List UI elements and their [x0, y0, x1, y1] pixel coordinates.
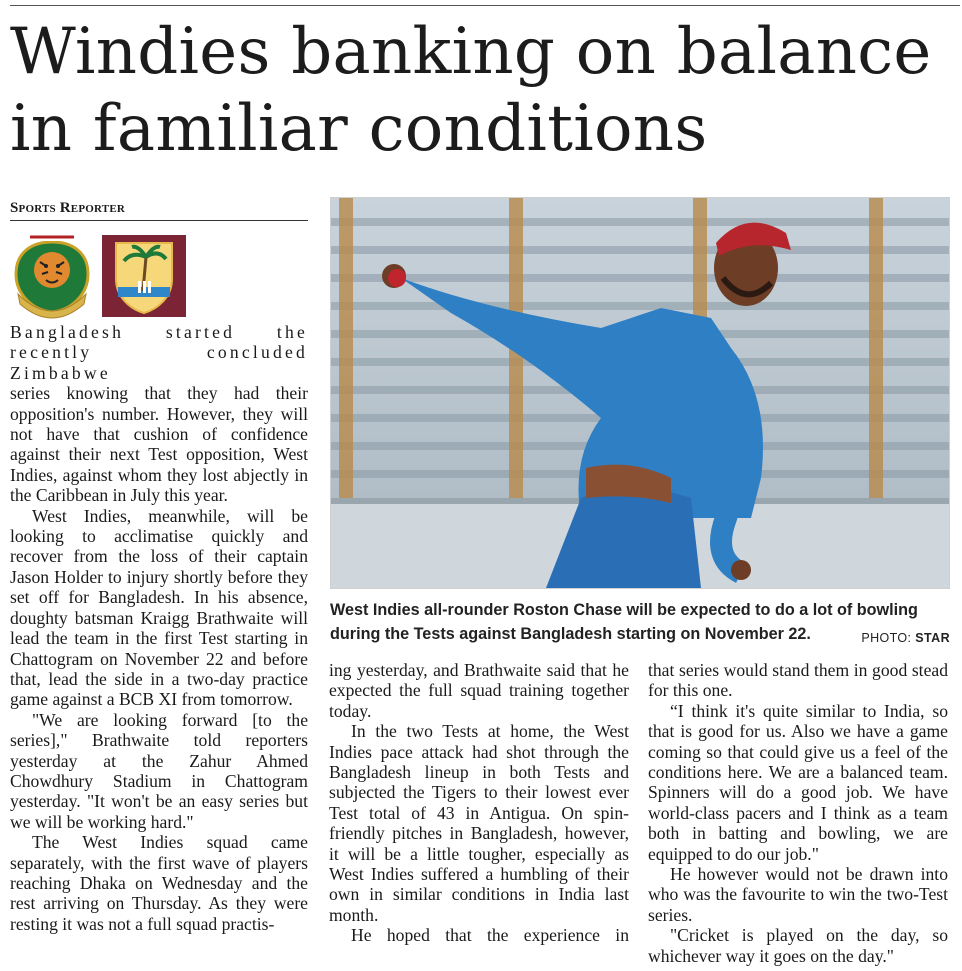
paragraph-4-continued: ing yesterday, and Brathwaite said that he expected the full squad training together today. [329, 660, 629, 721]
photo-caption [330, 598, 950, 650]
paragraph-6: He hoped that the experience in [351, 925, 629, 946]
article-column-1 [10, 198, 308, 934]
paragraph-6-continued: that series would stand them in good stead for this one. [648, 660, 948, 701]
paragraph-8: He however would not be drawn into who was the favourite to win the two-Test series. [648, 864, 948, 925]
article-column-3 [648, 660, 948, 966]
palm-tree-shield-icon [102, 235, 186, 317]
paragraph-2: West Indies, meanwhile, will be looking to acclimatise quickly and recover from the loss of their captain Jason Holder to injury shortly before they set off for Bangladesh. In his absence, doughty batsman Kraigg Brathwaite will lead the team in the first Test starting in Chattogram on November 22 and before that, lead the side in a two-day practice game against a BCB XI from tomorrow. [10, 505, 308, 710]
byline: Sports Reporter [10, 198, 308, 221]
article-photo [330, 197, 950, 589]
photo-credit-source: STAR [915, 631, 950, 645]
photo-credit-label: PHOTO: [861, 631, 912, 645]
top-rule [10, 5, 960, 6]
paragraph-9: "Cricket is played on the day, so whichever way it goes on the day." [648, 925, 948, 966]
team-logos [10, 232, 198, 322]
photo-credit [861, 626, 950, 650]
headline: Windies banking on balance in familiar conditions [10, 15, 932, 166]
bangladesh-cricket-board-logo [10, 232, 94, 320]
caption-text: West Indies all-rounder Roston Chase will be expected to do a lot of bowling during the Tests against Bangladesh starting on November 22. [330, 601, 918, 643]
paragraph-4: The West Indies squad came separately, with the first wave of players reaching Dhaka on Wednesday and the rest arriving on Thursday. As they were resting it was not a full squad practis- [10, 832, 308, 934]
paragraph-7: “I think it's quite similar to India, so that is good for us. Also we have a game coming so that could give us a feel of the conditions here. We are a balanced team. Spinners will do a good job. We have world-class pacers and I think as a team both in batting and bowling, we are equipped to do our job." [648, 700, 948, 864]
paragraph-1-lead: Bangladesh started the recently concluded Zimbabwe [10, 322, 308, 383]
article-column-2 [329, 660, 629, 946]
bowler-photo-illustration [331, 198, 949, 588]
paragraph-1: series knowing that they had their opposition's number. However, they will not have that cushion of confidence against their next Test opposition, West Indies, against whom they lost abjectly in the Caribbean in July this year. [10, 383, 308, 506]
paragraph-5: In the two Tests at home, the West Indies pace attack had shot through the Bangladesh lineup in both Tests and subjected the Tigers to their lowest ever Test total of 43 in Antigua. On spin-friendly pitches in Bangladesh, however, it will be a little tougher, especially as West Indies suffered a humbling of their own in similar conditions in India last month. [329, 721, 629, 925]
west-indies-cricket-logo [102, 235, 186, 317]
paragraph-3: "We are looking forward [to the series]," Brathwaite told reporters yesterday at the Zahur Ahmed Chowdhury Stadium in Chattogram yesterday. "It won't be an easy series but we will be working hard." [10, 709, 308, 832]
